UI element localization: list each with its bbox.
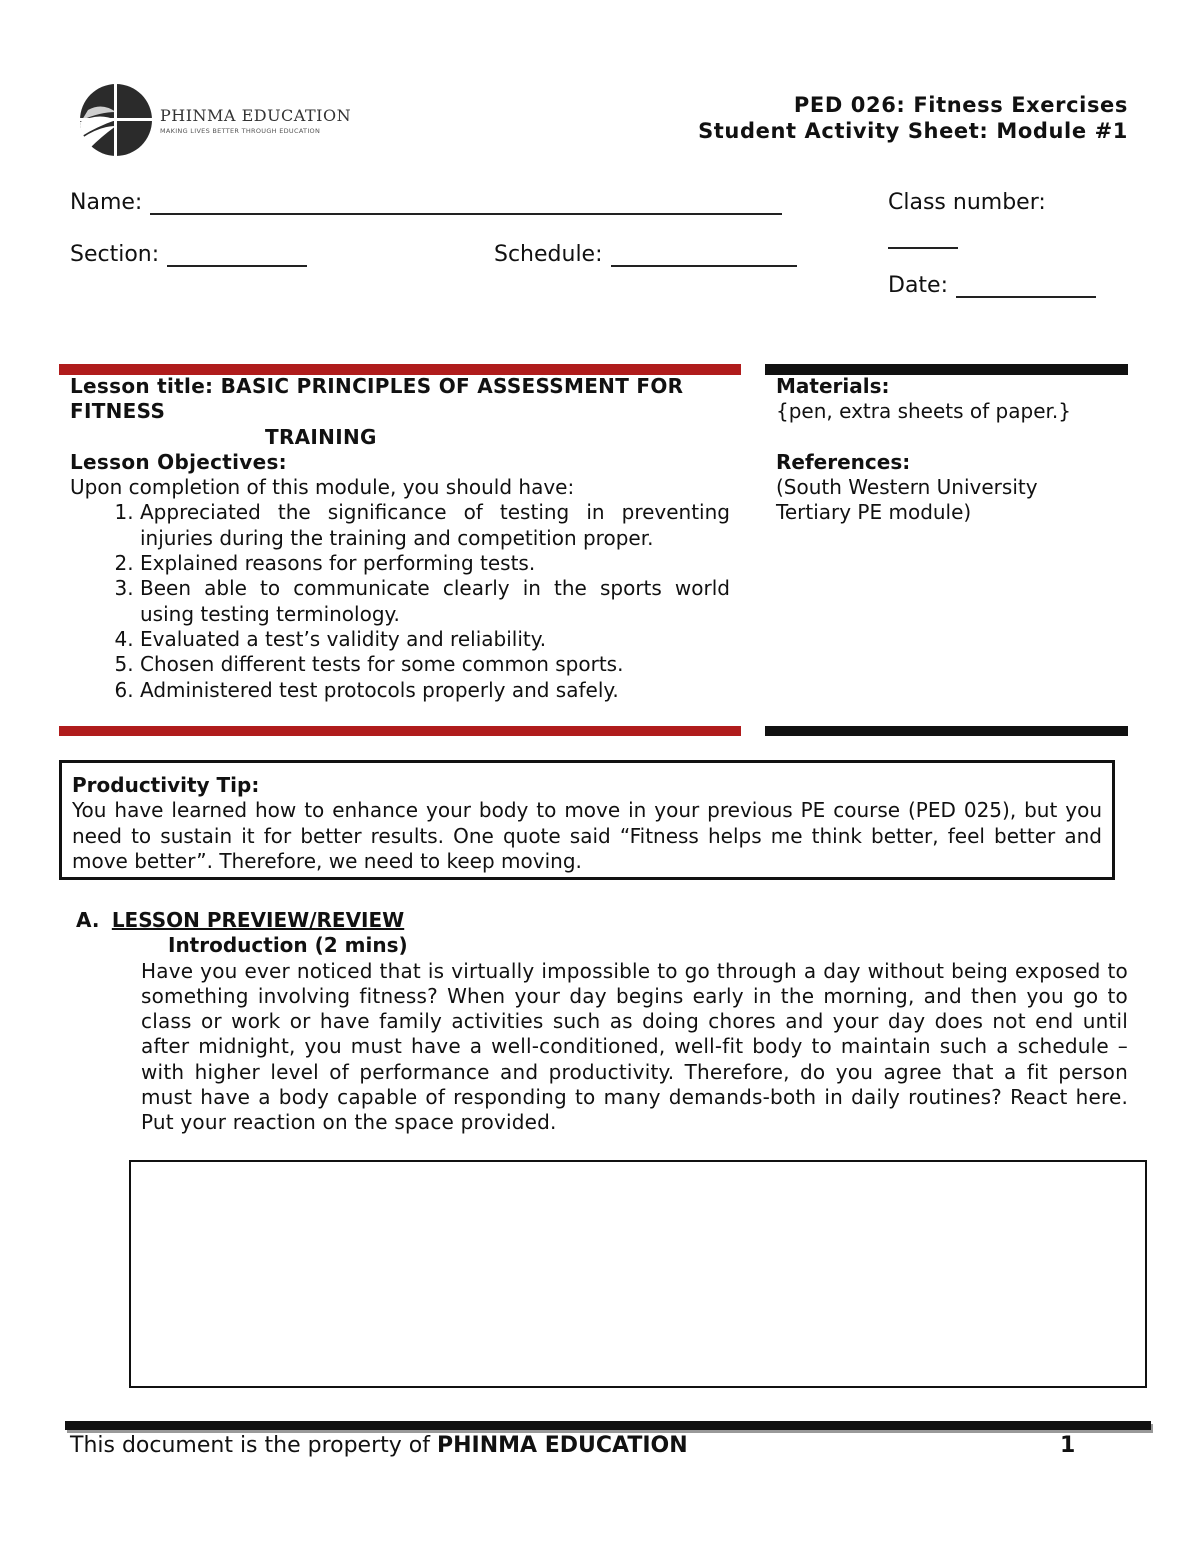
lesson-title-line2: FITNESS — [70, 399, 166, 424]
phinma-emblem-icon — [76, 82, 152, 160]
section-label: Section: — [70, 242, 160, 267]
objectives-list — [70, 500, 730, 702]
section-heading: LESSON PREVIEW/REVIEW — [111, 908, 405, 932]
lesson-title-line1: Lesson title: BASIC PRINCIPLES OF ASSESSMENT FOR — [70, 374, 684, 398]
footer-property-text: This document is the property of — [70, 1433, 437, 1458]
name-blank[interactable] — [150, 191, 782, 215]
page-number: 1 — [1060, 1433, 1076, 1458]
footer-divider — [65, 1421, 1151, 1430]
logo-tagline: MAKING LIVES BETTER THROUGH EDUCATION — [160, 127, 321, 135]
objective-item: 5. Chosen different tests for some common sports. — [140, 652, 730, 677]
objectives-heading: Lesson Objectives: — [70, 449, 287, 474]
lesson-panel — [70, 374, 730, 703]
references-line1: (South Western University — [776, 474, 1038, 499]
materials-value: {pen, extra sheets of paper.} — [776, 399, 1071, 424]
date-field[interactable] — [888, 273, 1096, 298]
name-field[interactable] — [70, 190, 782, 215]
bottom-red-divider — [59, 726, 741, 736]
lesson-title-line3: TRAINING — [265, 424, 377, 449]
section-letter: A. — [76, 908, 100, 932]
schedule-field[interactable] — [494, 242, 797, 267]
tip-text: You have learned how to enhance your body to move in your previous PE course (PED 025), but you need to sustain it for better results. One quote said “Fitness helps me think better, feel better and move better”. Therefore, we need to keep moving. — [72, 798, 1102, 873]
productivity-tip-box — [59, 760, 1115, 880]
objective-item: 4. Evaluated a test’s validity and reliability. — [140, 627, 730, 652]
schedule-label: Schedule: — [494, 242, 603, 267]
footer-text — [70, 1433, 1080, 1458]
section-blank[interactable] — [167, 243, 307, 267]
sheet-title: Student Activity Sheet: Module #1 — [698, 119, 1128, 143]
materials-panel — [776, 374, 1126, 525]
reaction-answer-box[interactable] — [129, 1160, 1147, 1388]
class-number-label: Class number: — [888, 190, 1046, 215]
intro-subheading: Introduction (2 mins) — [168, 933, 408, 958]
date-blank[interactable] — [956, 274, 1096, 298]
date-label: Date: — [888, 273, 948, 298]
course-title: PED 026: Fitness Exercises — [793, 93, 1128, 117]
class-number-blank[interactable] — [888, 227, 958, 249]
references-heading: References: — [776, 449, 911, 474]
objective-item: 3. Been able to communicate clearly in the sports world using testing terminology. — [140, 576, 730, 627]
bottom-black-divider — [765, 726, 1128, 736]
schedule-blank[interactable] — [611, 243, 797, 267]
objectives-intro: Upon completion of this module, you should have: — [70, 475, 575, 500]
section-field[interactable] — [70, 242, 307, 267]
objective-item: 1. Appreciated the significance of testing in preventing injuries during the training and competition proper. — [140, 500, 730, 551]
tip-heading: Productivity Tip: — [72, 773, 260, 797]
objective-item: 6. Administered test protocols properly and safely. — [140, 678, 730, 703]
logo-brand-text: PHINMA EDUCATION — [160, 106, 352, 125]
objective-item: 2. Explained reasons for performing tests. — [140, 551, 730, 576]
intro-paragraph: Have you ever noticed that is virtually impossible to go through a day without being exposed to something involving fitness? When your day begins early in the morning, and then you go to class or work or have family activities such as doing chores and your day does not end until after midnight, you must have a well-conditioned, well-fit body to maintain such a schedule – with higher level of performance and productivity. Therefore, do you agree that a fit person must have a body capable of responding to many demands-both in daily routines? React here. Put your reaction on the space provided. — [141, 958, 1128, 1135]
name-label: Name: — [70, 190, 143, 215]
materials-heading: Materials: — [776, 374, 890, 398]
footer-owner: PHINMA EDUCATION — [436, 1433, 688, 1458]
phinma-logo — [76, 82, 352, 162]
references-line2: Tertiary PE module) — [776, 500, 972, 525]
lesson-preview-section — [76, 908, 1128, 1136]
